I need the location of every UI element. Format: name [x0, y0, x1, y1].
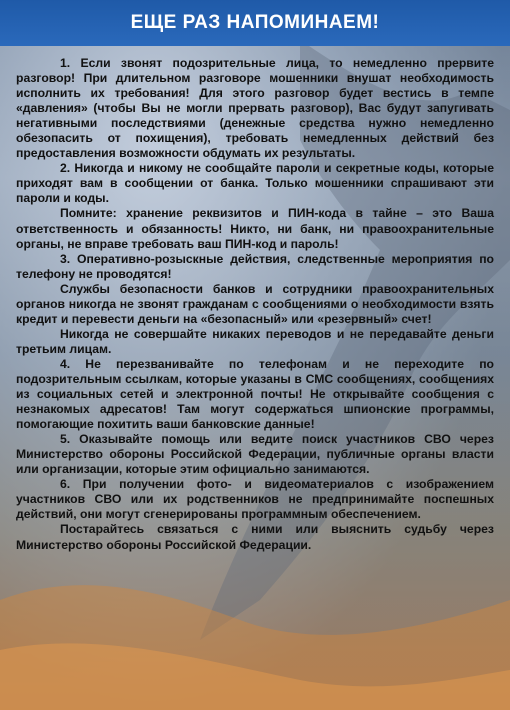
- paragraph: 2. Никогда и никому не сообщайте пароли и секретные коды, которые приходят вам в сообщении от банка. Только мошенники спрашивают эти пароли и коды.: [16, 161, 494, 206]
- paragraph: Помните: хранение реквизитов и ПИН-кода в тайне – это Ваша ответственность и обязанность! Никто, ни банк, ни правоохранительные органы, не вправе требовать ваш ПИН-код и пароль!: [16, 206, 494, 251]
- paragraph: 3. Оперативно-розыскные действия, следственные мероприятия по телефону не проводятся!: [16, 251, 494, 281]
- header-banner: [0, 0, 510, 46]
- paragraph: Постарайтесь связаться с ними или выяснить судьбу через Министерство обороны Российской Федерации.: [16, 522, 494, 552]
- paragraph: 1. Если звонят подозрительные лица, то немедленно прервите разговор! При длительном разговоре мошенники внушат необходимость исполнить их требования! Для этого разговор будет вестись в темпе «давления» (чтобы Вы не могли прервать разговор), Вас будут запугивать негативными последствиями (денежные средства нужно немедленно обезопасить от похищения), требовать немедленных действий без предоставления возможности обдумать их результаты.: [16, 56, 494, 161]
- paragraph: 6. При получении фото- и видеоматериалов с изображением участников СВО или их родственников не предпринимайте поспешных действий, они могут сгенерированы программным обеспечением.: [16, 477, 494, 522]
- paragraph: 4. Не перезванивайте по телефонам и не переходите по подозрительным ссылкам, которые указаны в СМС сообщениях, сообщениях из социальных сетей и электронной почты! Не открывайте сообщения с незнакомых адресатов! Там могут содержаться шпионские программы, помогающие похитить ваши банковские данные!: [16, 356, 494, 432]
- page-title: ЕЩЕ РАЗ НАПОМИНАЕМ!: [130, 12, 380, 33]
- paragraph: 5. Оказывайте помощь или ведите поиск участников СВО через Министерство обороны Российской Федерации, публичные органы власти или организации, которые этим официально занимаются.: [16, 432, 494, 477]
- text-body: [16, 56, 494, 553]
- paragraph: Никогда не совершайте никаких переводов и не передавайте деньги третьим лицам.: [16, 326, 494, 356]
- paragraph: Службы безопасности банков и сотрудники правоохранительных органов никогда не звонят гражданам с сообщениями о необходимости взять кредит и перевести деньги на «безопасный» или «резервный» счет!: [16, 281, 494, 326]
